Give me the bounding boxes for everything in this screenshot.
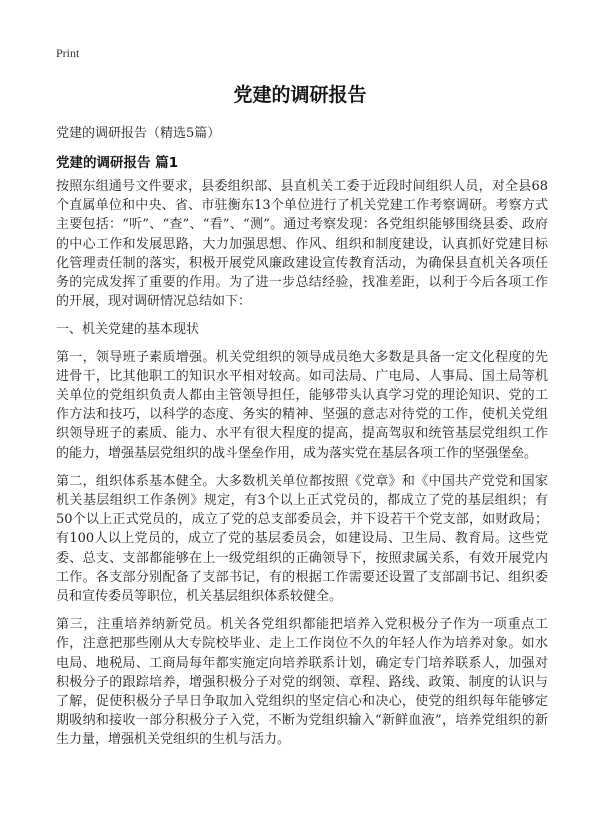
section-heading: 党建的调研报告 篇1 bbox=[56, 155, 179, 171]
intro-paragraph: 按照东组通号文件要求，县委组织部、县直机关工委于近段时间组织人员，对全县68个直属单位和中央、省、市驻衡东13个单位进行了机关党建工作考察调研。考察方式主要包括：“听”、“查”、“看”、“测”。通过考察发现：各党组织能够围绕县委、政府的中心工作和发展思路，大力加强思想、作风、组织和制度建设，认真抓好党建目标化管理责任制的落实，积极开展党风廉政建设宣传教育活动，为确保县直机关各项任务的完成发挥了重要的作用。为了进一步总结经验，找准差距，以利于今后各项工作的开展，现对调研情况总结如下： bbox=[56, 179, 548, 310]
paragraph-leadership: 第一，领导班子素质增强。机关党组织的领导成员绝大多数是具备一定文化程度的先进骨干，比其他职工的知识水平相对较高。如司法局、广电局、人事局、国土局等机关单位的党组织负责人都由主管领导担任，能够带头认真学习党的理论知识、党的工作方法和技巧，以科学的态度、务实的精神、坚强的意志对待党的工作，使机关党组织领导班子的素质、能力、水平有很大程度的提高，提高驾驭和统管基层党组织工作的能力，增强基层党组织的战斗堡垒作用，成为落实党在基层各项工作的坚强堡垒。 bbox=[56, 349, 548, 461]
document-subtitle: 党建的调研报告（精选5篇） bbox=[56, 126, 221, 141]
article-body bbox=[56, 177, 548, 759]
page-title: 党建的调研报告 bbox=[233, 84, 367, 106]
paragraph-new-members: 第三，注重培养纳新党员。机关各党组织都能把培养入党积极分子作为一项重点工作，注意把那些刚从大专院校毕业、走上工作岗位不久的年轻人作为培养对象。如水电局、地税局、工商局每年都实施定向培养联系计划，确定专门培养联系人，加强对积极分子的跟踪培养，增强积极分子对党的纲领、章程、路线、政策、制度的认识与了解，促使积极分子早日争取加入党组织的坚定信心和决心，使党的组织每年能够定期吸纳和接收一部分积极分子入党，不断为党组织输入“新鲜血液”，培养党组织的新生力量，增强机关党组织的生机与活力。 bbox=[56, 617, 548, 748]
subsection-heading: 一、机关党建的基本现状 bbox=[56, 322, 200, 338]
print-link[interactable]: Print bbox=[56, 46, 80, 60]
paragraph-organization: 第二，组织体系基本健全。大多数机关单位都按照《党章》和《中国共产党党和国家机关基层组织工作条例》规定，有3个以上正式党员的，都成立了党的基层组织；有50个以上正式党员的，成立了党的总支部委员会，并下设若干个党支部，如财政局；有100人以上党员的，成立了党的基层委员会，如建设局、卫生局、教育局。这些党委、总支、支部都能够在上一级党组织的正确领导下，按照隶属关系，有效开展党内工作。各支部分别配备了支部书记，有的根据工作需要还设置了支部副书记、组织委员和宣传委员等职位，机关基层组织体系较健全。 bbox=[56, 473, 548, 605]
